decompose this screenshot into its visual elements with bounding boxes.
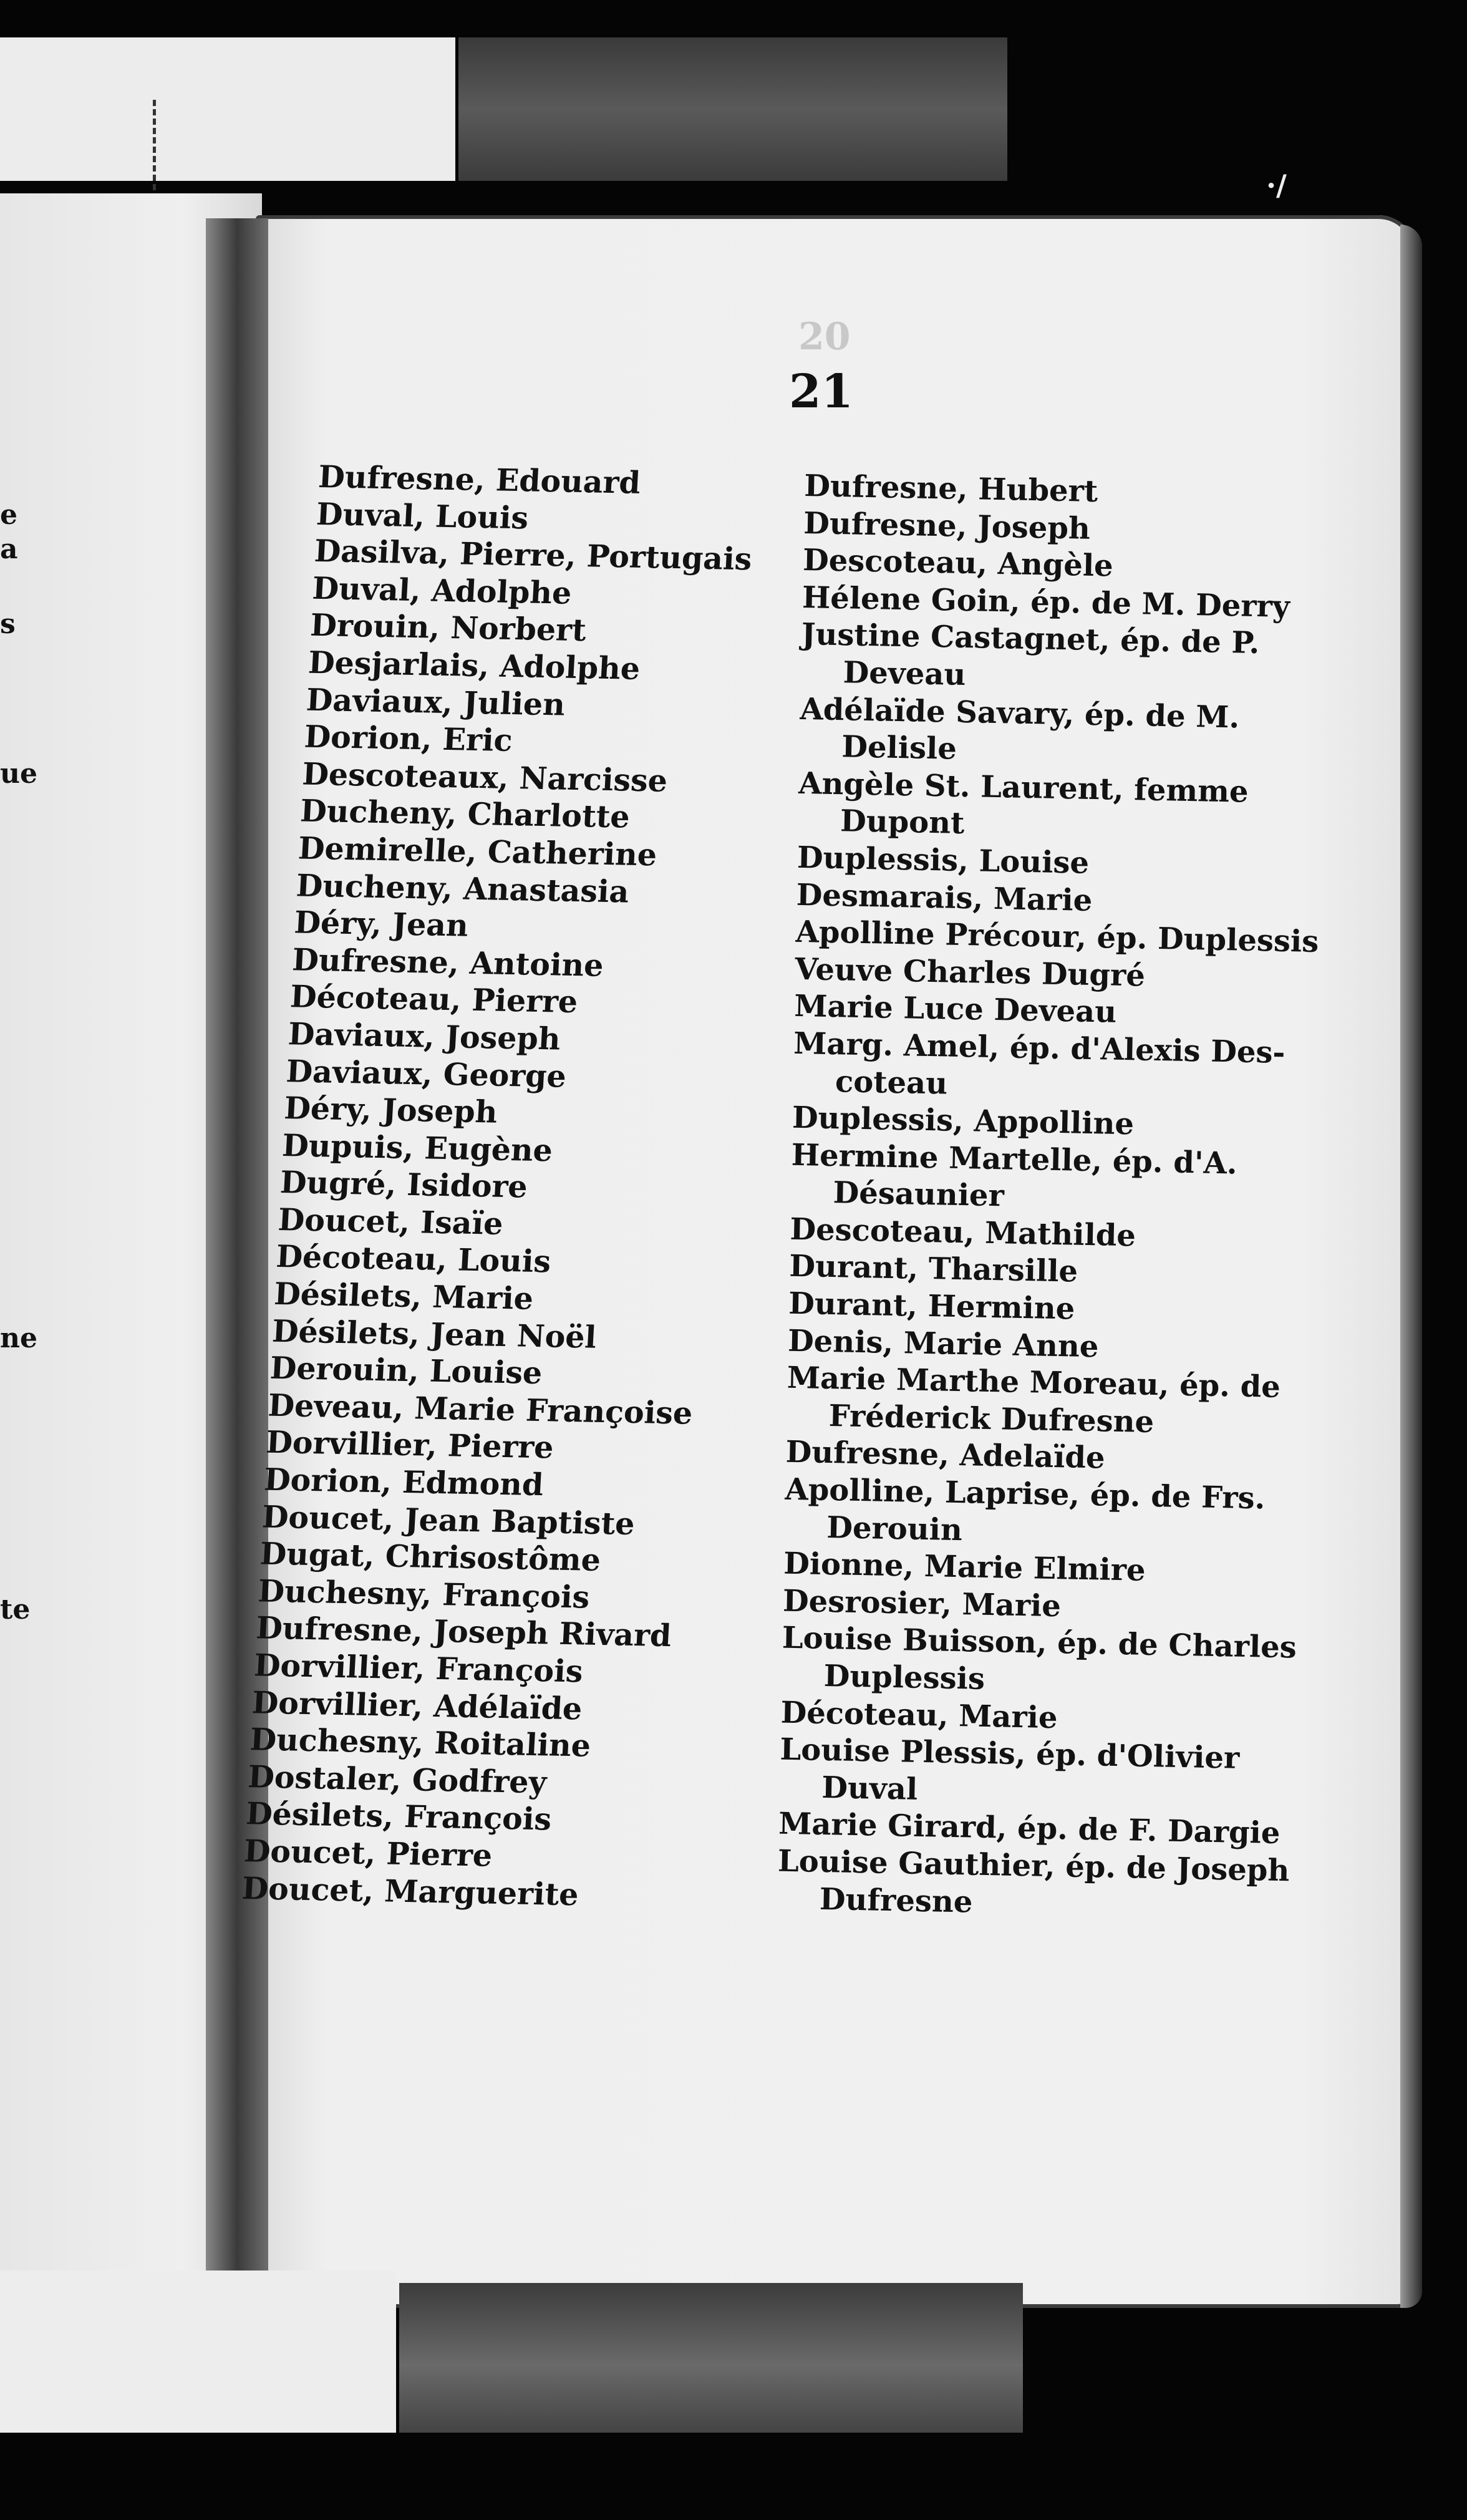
list-item: Desjarlais, Adolphe [307, 644, 641, 687]
list-item: Descoteaux, Narcisse [301, 755, 669, 799]
list-item: Dufresne, Joseph Rivard [254, 1609, 672, 1654]
entry-line: Veuve Charles Dugré [795, 951, 1146, 994]
list-item [777, 1843, 1301, 1927]
book-gutter [206, 218, 268, 2270]
entry-continuation: Dupont [840, 803, 965, 841]
entry-line: Décoteau, Marie [780, 1695, 1058, 1735]
list-item: Derouin, Louise [269, 1350, 543, 1392]
entry-line: Marie Luce Deveau [793, 989, 1117, 1030]
entry-line: Denis, Marie Anne [787, 1323, 1099, 1364]
left-page-fragment: a [0, 533, 18, 565]
list-item: Demirelle, Catherine [297, 830, 658, 873]
list-item [798, 765, 1322, 850]
entry-line: Durant, Tharsille [788, 1249, 1078, 1290]
list-item: Drouin, Norbert [309, 607, 588, 649]
entry-line: Apolline, Laprise, ép. de Frs. [785, 1471, 1266, 1516]
list-item: Décoteau, Pierre [289, 978, 579, 1020]
entry-line: Durant, Hermine [788, 1286, 1075, 1327]
left-page-fragment: s [0, 608, 16, 640]
list-item: Doucet, Isaïe [277, 1201, 505, 1242]
list-item: Dufresne, Edouard [317, 458, 642, 501]
list-item: Dostaler, Godfrey [246, 1758, 548, 1801]
list-item [784, 1471, 1309, 1556]
list-item [793, 1025, 1317, 1110]
entry-continuation: Duplessis [823, 1658, 985, 1697]
entry-line: Apolline Précour, ép. Duplessis [795, 914, 1319, 960]
top-gray-strip [458, 37, 1007, 181]
corner-mark: ·∕ [1266, 168, 1287, 202]
entry-line: Dufresne, Joseph [803, 505, 1091, 546]
list-item: Daviaux, George [285, 1052, 568, 1095]
left-page-fragment: te [0, 1594, 31, 1626]
entry-line: Louise Buisson, ép. de Charles [782, 1621, 1297, 1665]
entry-line: Justine Castagnet, ép. de P. [801, 617, 1260, 661]
entry-continuation: Dufresne [819, 1881, 973, 1920]
entry-continuation: Duval [821, 1770, 918, 1807]
list-item: Désilets, François [244, 1795, 553, 1838]
list-item: Décoteau, Louis [275, 1238, 552, 1280]
list-item: Dugré, Isidore [279, 1164, 529, 1205]
right-name-column [777, 468, 1327, 1927]
list-item: Dupuis, Eugène [281, 1127, 554, 1169]
entry-line: Marie Girard, ép. de F. Dargie [778, 1806, 1281, 1851]
entry-continuation: Derouin [826, 1510, 963, 1548]
list-item: Désilets, Marie [273, 1275, 535, 1317]
list-item: Ducheny, Anastasia [295, 866, 631, 910]
list-item: Doucet, Jean Baptiste [261, 1498, 636, 1542]
list-item: Dorvillier, Adélaïde [251, 1684, 583, 1727]
list-item [790, 1136, 1315, 1221]
entry-line: Duplessis, Appolline [792, 1100, 1135, 1142]
list-item: Dasilva, Pierre, Portugais [313, 533, 753, 578]
entry-continuation: Deveau [843, 655, 966, 692]
list-item: Daviaux, Joseph [287, 1015, 562, 1057]
entry-line: Angèle St. Laurent, femme [798, 765, 1249, 810]
list-item: Duchesny, Roitaline [249, 1721, 592, 1764]
list-item: Dorvillier, Pierre [265, 1424, 554, 1466]
list-item [800, 616, 1325, 700]
entry-line: Marie Marthe Moreau, ép. de [787, 1360, 1281, 1405]
entry-line: Dionne, Marie Elmire [783, 1546, 1146, 1589]
list-item: Duchesny, François [257, 1573, 591, 1616]
entry-line: Desrosier, Marie [782, 1583, 1062, 1624]
left-page-fragment: ne [0, 1322, 37, 1354]
list-item: Dugat, Chrisostôme [259, 1535, 602, 1579]
entry-continuation: Delisle [841, 729, 957, 767]
list-item: Duval, Adolphe [311, 569, 573, 611]
bleed-through-page-number: 20 [798, 315, 851, 359]
left-name-column [241, 458, 757, 1916]
entry-continuation: Fréderick Dufresne [828, 1398, 1155, 1440]
list-item: Doucet, Marguerite [241, 1869, 580, 1912]
list-item: Désilets, Jean Noël [271, 1312, 598, 1355]
bottom-left-card [0, 2270, 396, 2433]
entry-line: Adélaïde Savary, ép. de M. [800, 691, 1240, 735]
entry-line: Louise Plessis, ép. d'Olivier [780, 1732, 1240, 1776]
list-item [799, 691, 1324, 775]
entry-line: Marg. Amel, ép. d'Alexis Des- [793, 1025, 1285, 1070]
top-left-card [0, 37, 455, 181]
entry-line: Louise Gauthier, ép. de Joseph [777, 1843, 1290, 1889]
list-item: Déry, Joseph [283, 1090, 499, 1130]
card-perforation [153, 100, 160, 209]
left-page-fragment: ue [0, 758, 37, 790]
entry-line: Descoteau, Mathilde [790, 1211, 1136, 1254]
entry-line: Hermine Martelle, ép. d'A. [791, 1137, 1238, 1181]
list-item: Deveau, Marie Françoise [267, 1387, 694, 1432]
entry-line: Duplessis, Louise [796, 840, 1090, 881]
list-item: Daviaux, Julien [305, 681, 566, 723]
list-item: Doucet, Pierre [243, 1833, 493, 1874]
right-page-edge [1400, 225, 1422, 2308]
entry-line: Dufresne, Hubert [803, 468, 1098, 510]
entry-continuation: Désaunier [833, 1175, 1005, 1214]
list-item: Dorion, Edmond [263, 1461, 545, 1503]
page-number: 21 [789, 365, 853, 419]
list-item: Ducheny, Charlotte [299, 792, 631, 835]
entry-line: Descoteau, Angèle [802, 543, 1114, 584]
left-page-fragment: e [0, 499, 17, 531]
list-item: Dorvillier, François [253, 1647, 584, 1690]
entry-line: Desmarais, Marie [796, 877, 1093, 918]
bottom-gray-strip [399, 2283, 1023, 2433]
entry-line: Dufresne, Adelaïde [785, 1435, 1106, 1476]
list-item: Duval, Louis [315, 495, 530, 536]
list-item: Dorion, Eric [303, 718, 514, 759]
list-item [786, 1360, 1310, 1444]
entry-continuation: coteau [835, 1064, 948, 1102]
list-item [779, 1732, 1304, 1816]
list-item: Dufresne, Antoine [291, 941, 605, 984]
entry-line: Hélene Goin, ép. de M. Derry [801, 579, 1290, 624]
list-item: Déry, Jean [293, 904, 470, 944]
list-item [781, 1620, 1305, 1704]
